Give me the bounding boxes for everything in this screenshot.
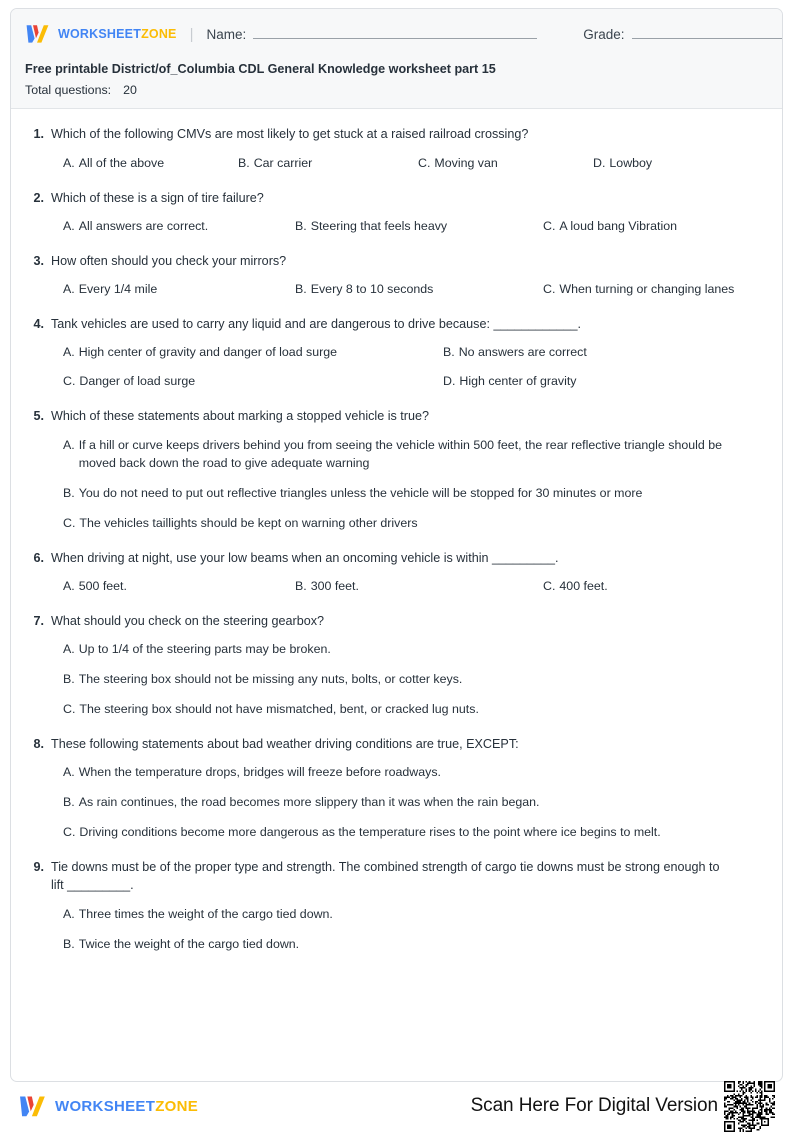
answer-option[interactable] bbox=[63, 373, 443, 391]
answer-letter: A. bbox=[63, 282, 75, 297]
answer-letter: C. bbox=[543, 282, 556, 297]
answer-text: Driving conditions become more dangerous as the temperature rises to the point where ice begins to melt. bbox=[79, 825, 661, 840]
total-questions-row bbox=[25, 82, 768, 98]
answer-grid bbox=[63, 218, 762, 236]
answer-letter: B. bbox=[295, 578, 307, 593]
answer-options bbox=[31, 344, 762, 391]
question-item bbox=[31, 252, 762, 299]
question-text: Which of these is a sign of tire failure? bbox=[51, 190, 264, 205]
question-number: 3. bbox=[33, 253, 44, 268]
answer-text: The steering box should not be missing any nuts, bolts, or cotter keys. bbox=[78, 672, 463, 687]
question-text: Tie downs must be of the proper type and strength. The combined strength of cargo tie downs must be strong enough to lift _________. bbox=[51, 860, 720, 893]
qr-code-icon[interactable] bbox=[724, 1081, 775, 1132]
answer-option[interactable] bbox=[443, 373, 762, 391]
worksheet-header bbox=[11, 9, 782, 109]
answer-options bbox=[31, 764, 762, 842]
answer-option[interactable] bbox=[443, 344, 762, 362]
answer-text: The vehicles taillights should be kept on warning other drivers bbox=[79, 515, 418, 530]
answer-grid bbox=[63, 578, 762, 596]
question-number: 7. bbox=[33, 613, 44, 628]
answer-grid bbox=[63, 437, 762, 533]
answer-text: Three times the weight of the cargo tied down. bbox=[78, 906, 333, 921]
answer-options bbox=[31, 641, 762, 719]
answer-text: Steering that feels heavy bbox=[310, 218, 448, 233]
answer-option[interactable] bbox=[418, 155, 593, 173]
question-number: 9. bbox=[33, 860, 44, 875]
answer-letter: C. bbox=[63, 515, 76, 530]
answer-option[interactable] bbox=[543, 578, 762, 596]
question-text: These following statements about bad weather driving conditions are true, EXCEPT: bbox=[51, 737, 519, 752]
answer-letter: C. bbox=[543, 218, 556, 233]
answer-letter: C. bbox=[63, 702, 76, 717]
answer-text: 400 feet. bbox=[559, 578, 608, 593]
answer-option[interactable] bbox=[63, 515, 762, 533]
question-item bbox=[31, 189, 762, 236]
answer-text: High center of gravity bbox=[459, 374, 577, 389]
grade-field-rule[interactable] bbox=[632, 27, 783, 39]
logo-word-zone: ZONE bbox=[155, 1097, 199, 1115]
header-top-row bbox=[25, 21, 768, 47]
logo-wordmark bbox=[55, 1099, 198, 1114]
answer-letter: A. bbox=[63, 642, 75, 657]
grade-field[interactable] bbox=[583, 27, 783, 42]
answer-option[interactable] bbox=[63, 218, 295, 236]
answer-letter: B. bbox=[295, 218, 307, 233]
answer-option[interactable] bbox=[63, 578, 295, 596]
question-number: 4. bbox=[33, 317, 44, 332]
header-divider-glyph: | bbox=[189, 25, 194, 43]
question-item bbox=[31, 735, 762, 842]
answer-option[interactable] bbox=[63, 701, 762, 719]
answer-letter: C. bbox=[63, 374, 76, 389]
question-number: 2. bbox=[33, 190, 44, 205]
answer-text: Every 1/4 mile bbox=[78, 282, 158, 297]
answer-text: 500 feet. bbox=[78, 578, 127, 593]
answer-option[interactable] bbox=[63, 641, 762, 659]
question-item bbox=[31, 407, 762, 532]
question-item bbox=[31, 549, 762, 596]
answer-letter: A. bbox=[63, 345, 75, 360]
question-text: Which of these statements about marking a stopped vehicle is true? bbox=[51, 409, 430, 424]
answer-text: Every 8 to 10 seconds bbox=[310, 282, 434, 297]
answer-text: No answers are correct bbox=[458, 345, 587, 360]
answer-letter: B. bbox=[63, 485, 75, 500]
answer-text: 300 feet. bbox=[310, 578, 359, 593]
answer-option[interactable] bbox=[543, 281, 762, 299]
logo-word-worksheet: WORKSHEET bbox=[58, 26, 142, 41]
answer-option[interactable] bbox=[295, 578, 543, 596]
worksheet-title: Free printable District/of_Columbia CDL General Knowledge worksheet part 15 bbox=[25, 62, 496, 76]
answer-option[interactable] bbox=[295, 281, 543, 299]
answer-letter: A. bbox=[63, 578, 75, 593]
answer-options bbox=[31, 155, 762, 173]
answer-text: If a hill or curve keeps drivers behind you from seeing the vehicle within 500 feet, the rear reflective triangle should be moved back down the road to give adequate warning bbox=[78, 437, 723, 470]
answer-text: Lowboy bbox=[609, 155, 653, 170]
question-item bbox=[31, 125, 762, 172]
answer-options bbox=[31, 906, 762, 954]
question-header bbox=[31, 189, 762, 207]
question-header bbox=[31, 735, 762, 753]
answer-option[interactable] bbox=[63, 344, 443, 362]
header-logo bbox=[25, 23, 177, 45]
answer-letter: B. bbox=[63, 795, 75, 810]
answer-letter: A. bbox=[63, 906, 75, 921]
answer-letter: C. bbox=[543, 578, 556, 593]
logo-word-zone: ZONE bbox=[141, 26, 177, 41]
question-item bbox=[31, 858, 762, 953]
answer-options bbox=[31, 281, 762, 299]
answer-letter: A. bbox=[63, 437, 75, 452]
answer-option[interactable] bbox=[63, 794, 762, 812]
worksheet-card bbox=[10, 8, 783, 1082]
answer-option[interactable] bbox=[63, 437, 762, 473]
question-header bbox=[31, 612, 762, 630]
answer-text: Car carrier bbox=[253, 155, 313, 170]
answer-letter: D. bbox=[443, 374, 456, 389]
logo-word-worksheet: WORKSHEET bbox=[55, 1097, 156, 1115]
footer-scan-group bbox=[471, 1081, 775, 1132]
answer-letter: B. bbox=[295, 282, 307, 297]
answer-letter: D. bbox=[593, 155, 606, 170]
answer-option[interactable] bbox=[63, 764, 762, 782]
footer-logo bbox=[18, 1094, 198, 1119]
question-item bbox=[31, 315, 762, 391]
answer-text: Twice the weight of the cargo tied down. bbox=[78, 936, 300, 951]
question-header bbox=[31, 125, 762, 143]
answer-text: Up to 1/4 of the steering parts may be broken. bbox=[78, 642, 331, 657]
answer-options bbox=[31, 437, 762, 533]
answer-letter: A. bbox=[63, 155, 75, 170]
answer-text: Moving van bbox=[434, 155, 498, 170]
answer-letter: C. bbox=[63, 825, 76, 840]
answer-grid bbox=[63, 641, 762, 719]
total-questions-value: 20 bbox=[123, 83, 137, 98]
questions-list bbox=[11, 109, 782, 1081]
question-number: 1. bbox=[33, 127, 44, 142]
answer-grid bbox=[63, 344, 762, 391]
name-field[interactable] bbox=[207, 27, 538, 42]
answer-options bbox=[31, 578, 762, 596]
grade-field-label: Grade: bbox=[583, 26, 625, 42]
worksheet-zone-logo-icon bbox=[25, 23, 51, 45]
answer-grid bbox=[63, 281, 762, 299]
question-number: 5. bbox=[33, 409, 44, 424]
question-text: What should you check on the steering gearbox? bbox=[51, 613, 325, 628]
question-text: Which of the following CMVs are most likely to get stuck at a raised railroad crossing? bbox=[51, 127, 529, 142]
answer-option[interactable] bbox=[63, 824, 762, 842]
answer-text: Danger of load surge bbox=[79, 374, 196, 389]
answer-letter: B. bbox=[443, 345, 455, 360]
answer-text: You do not need to put out reflective triangles unless the vehicle will be stopped for 30 minutes or more bbox=[78, 485, 643, 500]
answer-option[interactable] bbox=[238, 155, 418, 173]
answer-options bbox=[31, 218, 762, 236]
answer-letter: B. bbox=[63, 672, 75, 687]
question-number: 8. bbox=[33, 737, 44, 752]
answer-option[interactable] bbox=[63, 485, 762, 503]
worksheet-footer bbox=[10, 1082, 783, 1130]
question-text: How often should you check your mirrors? bbox=[51, 253, 287, 268]
answer-option[interactable] bbox=[63, 936, 762, 954]
question-number: 6. bbox=[33, 550, 44, 565]
question-item bbox=[31, 612, 762, 719]
worksheet-zone-logo-icon bbox=[18, 1094, 48, 1119]
question-header bbox=[31, 549, 762, 567]
answer-grid bbox=[63, 155, 762, 173]
answer-letter: A. bbox=[63, 218, 75, 233]
total-questions-label: Total questions: bbox=[25, 83, 112, 98]
question-header bbox=[31, 858, 762, 895]
answer-option[interactable] bbox=[63, 671, 762, 689]
answer-option[interactable] bbox=[295, 218, 543, 236]
question-header bbox=[31, 407, 762, 425]
answer-text: When the temperature drops, bridges will freeze before roadways. bbox=[78, 765, 441, 780]
answer-text: The steering box should not have mismatched, bent, or cracked lug nuts. bbox=[79, 702, 479, 717]
answer-grid bbox=[63, 764, 762, 842]
answer-text: As rain continues, the road becomes more slippery than it was when the rain began. bbox=[78, 795, 540, 810]
name-field-rule[interactable] bbox=[253, 27, 537, 39]
answer-letter: B. bbox=[63, 936, 75, 951]
answer-text: A loud bang Vibration bbox=[559, 218, 677, 233]
answer-letter: A. bbox=[63, 765, 75, 780]
question-text: Tank vehicles are used to carry any liquid and are dangerous to drive because: ____________. bbox=[51, 317, 581, 332]
answer-option[interactable] bbox=[593, 155, 762, 173]
answer-option[interactable] bbox=[63, 906, 762, 924]
answer-grid bbox=[63, 906, 762, 954]
scan-here-label: Scan Here For Digital Version bbox=[470, 1095, 718, 1116]
answer-letter: B. bbox=[238, 155, 250, 170]
answer-letter: C. bbox=[418, 155, 431, 170]
question-header bbox=[31, 315, 762, 333]
answer-text: High center of gravity and danger of load surge bbox=[78, 345, 338, 360]
answer-text: All of the above bbox=[78, 155, 165, 170]
question-header bbox=[31, 252, 762, 270]
question-text: When driving at night, use your low beams when an oncoming vehicle is within _________. bbox=[51, 550, 559, 565]
logo-wordmark bbox=[58, 28, 177, 41]
answer-text: All answers are correct. bbox=[78, 218, 209, 233]
answer-option[interactable] bbox=[543, 218, 762, 236]
answer-text: When turning or changing lanes bbox=[559, 282, 735, 297]
answer-option[interactable] bbox=[63, 155, 238, 173]
answer-option[interactable] bbox=[63, 281, 295, 299]
name-field-label: Name: bbox=[206, 26, 247, 42]
